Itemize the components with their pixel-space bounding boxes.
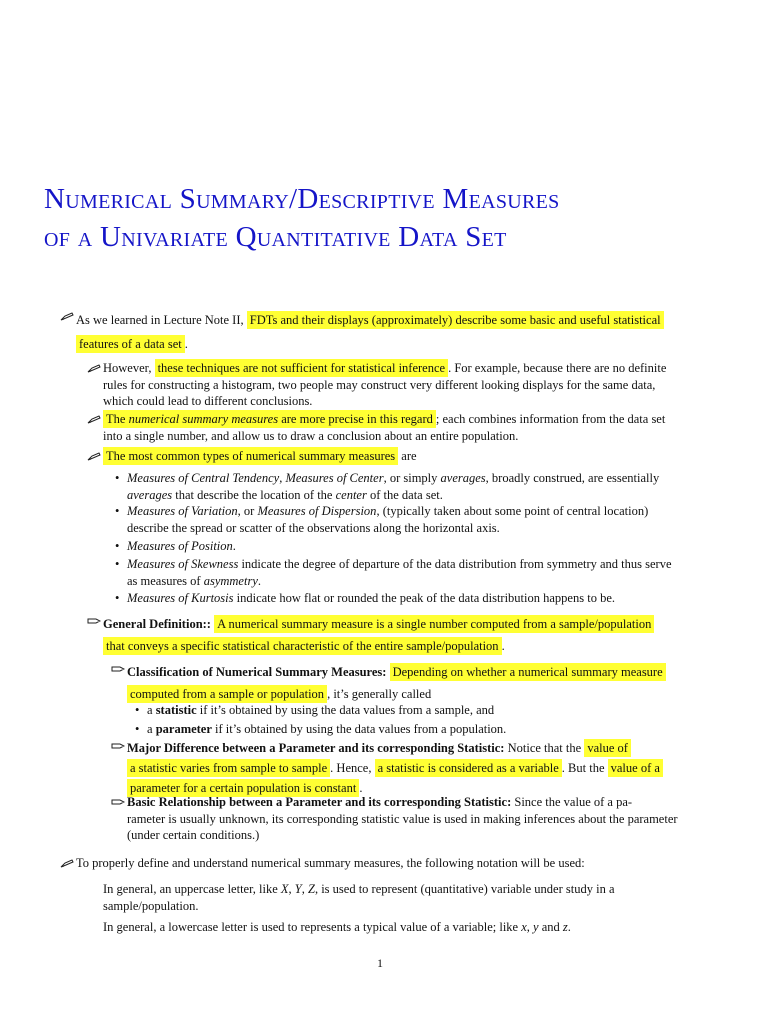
pointing-hand-icon xyxy=(111,741,125,751)
highlight: The most common types of numerical summary measures xyxy=(103,447,398,465)
title-line-2: of a Univariate Quantitative Data Set xyxy=(44,221,507,253)
bullet-icon: • xyxy=(115,557,120,571)
bullet-icon: • xyxy=(115,471,120,485)
list-item: • a parameter if it’s obtained by using the data values from a population. xyxy=(135,722,507,736)
notation-paragraph-2: In general, a lowercase letter is used to represents a typical value of a variable; like x, y and z. xyxy=(103,920,571,934)
basic-relationship: Basic Relationship between a Parameter and its corresponding Statistic: Since the value of a pa- rameter is usually unknown, its corresponding statistic value is used in making inferences about the parameter (under certain conditions.) xyxy=(127,794,725,844)
classification-item: Classification of Numerical Summary Measures: Depending on whether a numerical summary measure computed from a sample or population , it’s generally called xyxy=(127,661,725,705)
highlight: parameter for a certain population is constant xyxy=(127,779,359,797)
general-definition: General Definition:: A numerical summary measure is a single number computed from a sample/population that conveys a specific statistical characteristic of the entire sample/population . xyxy=(103,613,725,657)
pointing-hand-icon xyxy=(87,616,101,626)
common-item xyxy=(103,448,725,465)
highlight: A numerical summary measure is a single number computed from a sample/population xyxy=(214,615,654,633)
pointing-hand-icon xyxy=(111,797,125,807)
however-text: However, these techniques are not sufficient for statistical inference . For example, because there are no definite rules for constructing a histogram, two people may construct very different looking displays for the same data, which could lead to different conclusions. xyxy=(103,361,667,408)
however-item xyxy=(103,360,725,410)
numerical-item xyxy=(103,411,725,444)
page-number: 1 xyxy=(377,956,383,970)
page-title xyxy=(44,180,734,256)
writing-hand-icon xyxy=(87,363,101,373)
highlight: these techniques are not sufficient for statistical inference xyxy=(155,359,449,377)
pointing-hand-icon xyxy=(111,664,125,674)
list-item: • Measures of Skewness indicate the degree of departure of the data distribution from symmetry and thus serve as measures of asymmetry. xyxy=(115,557,672,588)
list-item: • Measures of Position. xyxy=(115,539,236,553)
highlight: computed from a sample or population xyxy=(127,685,327,703)
common-text: The most common types of numerical summary measures are xyxy=(103,448,725,465)
writing-hand-icon xyxy=(87,414,101,424)
major-difference: Major Difference between a Parameter and its corresponding Statistic: Notice that the value of a statistic varies from sample to sample . Hence, a statistic is considered as a variable . But the value of a parameter for a certain population is constant . xyxy=(127,738,725,798)
highlight: value of a xyxy=(608,759,663,777)
list-item: • Measures of Central Tendency, Measures of Center, or simply averages, broadly construed, are essentially averages that describe the location of the center of the data set. xyxy=(115,471,660,502)
highlight: a statistic varies from sample to sample xyxy=(127,759,330,777)
highlight: a statistic is considered as a variable xyxy=(375,759,562,777)
writing-hand-icon xyxy=(87,451,101,461)
highlight: value of xyxy=(584,739,631,757)
bullet-icon: • xyxy=(135,722,140,736)
highlight: FDTs and their displays (approximately) describe some basic and useful statistical xyxy=(247,311,664,329)
bullet-icon: • xyxy=(115,591,120,605)
notation-item: To properly define and understand numerical summary measures, the following notation will be used: xyxy=(76,855,726,872)
list-item: • Measures of Kurtosis indicate how flat or rounded the peak of the data distribution happens to be. xyxy=(115,591,615,605)
bullet-icon: • xyxy=(135,703,140,717)
intro-item xyxy=(76,308,726,356)
writing-hand-icon xyxy=(60,311,74,321)
list-item: • a statistic if it’s obtained by using the data values from a sample, and xyxy=(135,703,495,717)
highlight: that conveys a specific statistical characteristic of the entire sample/population xyxy=(103,637,502,655)
list-item: • Measures of Variation, or Measures of Dispersion, (typically taken about some point of central location) describe the spread or scatter of the observations along the horizontal axis. xyxy=(115,504,649,535)
intro-text: As we learned in Lecture Note II, FDTs and their displays (approximately) describe some basic and useful statistical features of a data set . xyxy=(76,308,726,356)
bullet-icon: • xyxy=(115,539,120,553)
title-line-1: Numerical Summary/Descriptive Measures xyxy=(44,183,560,215)
highlight: The numerical summary measures are more precise in this regard xyxy=(103,410,436,428)
writing-hand-icon xyxy=(60,858,74,868)
highlight: features of a data set xyxy=(76,335,185,353)
notation-paragraph-1: In general, an uppercase letter, like X, Y, Z, is used to represent (quantitative) variable under study in a sample/population. xyxy=(103,882,615,913)
numerical-text: The numerical summary measures are more precise in this regard ; each combines information from the data set into a single number, and allow us to draw a conclusion about an entire population. xyxy=(103,412,666,443)
highlight: Depending on whether a numerical summary measure xyxy=(390,663,666,681)
bullet-icon: • xyxy=(115,504,120,518)
